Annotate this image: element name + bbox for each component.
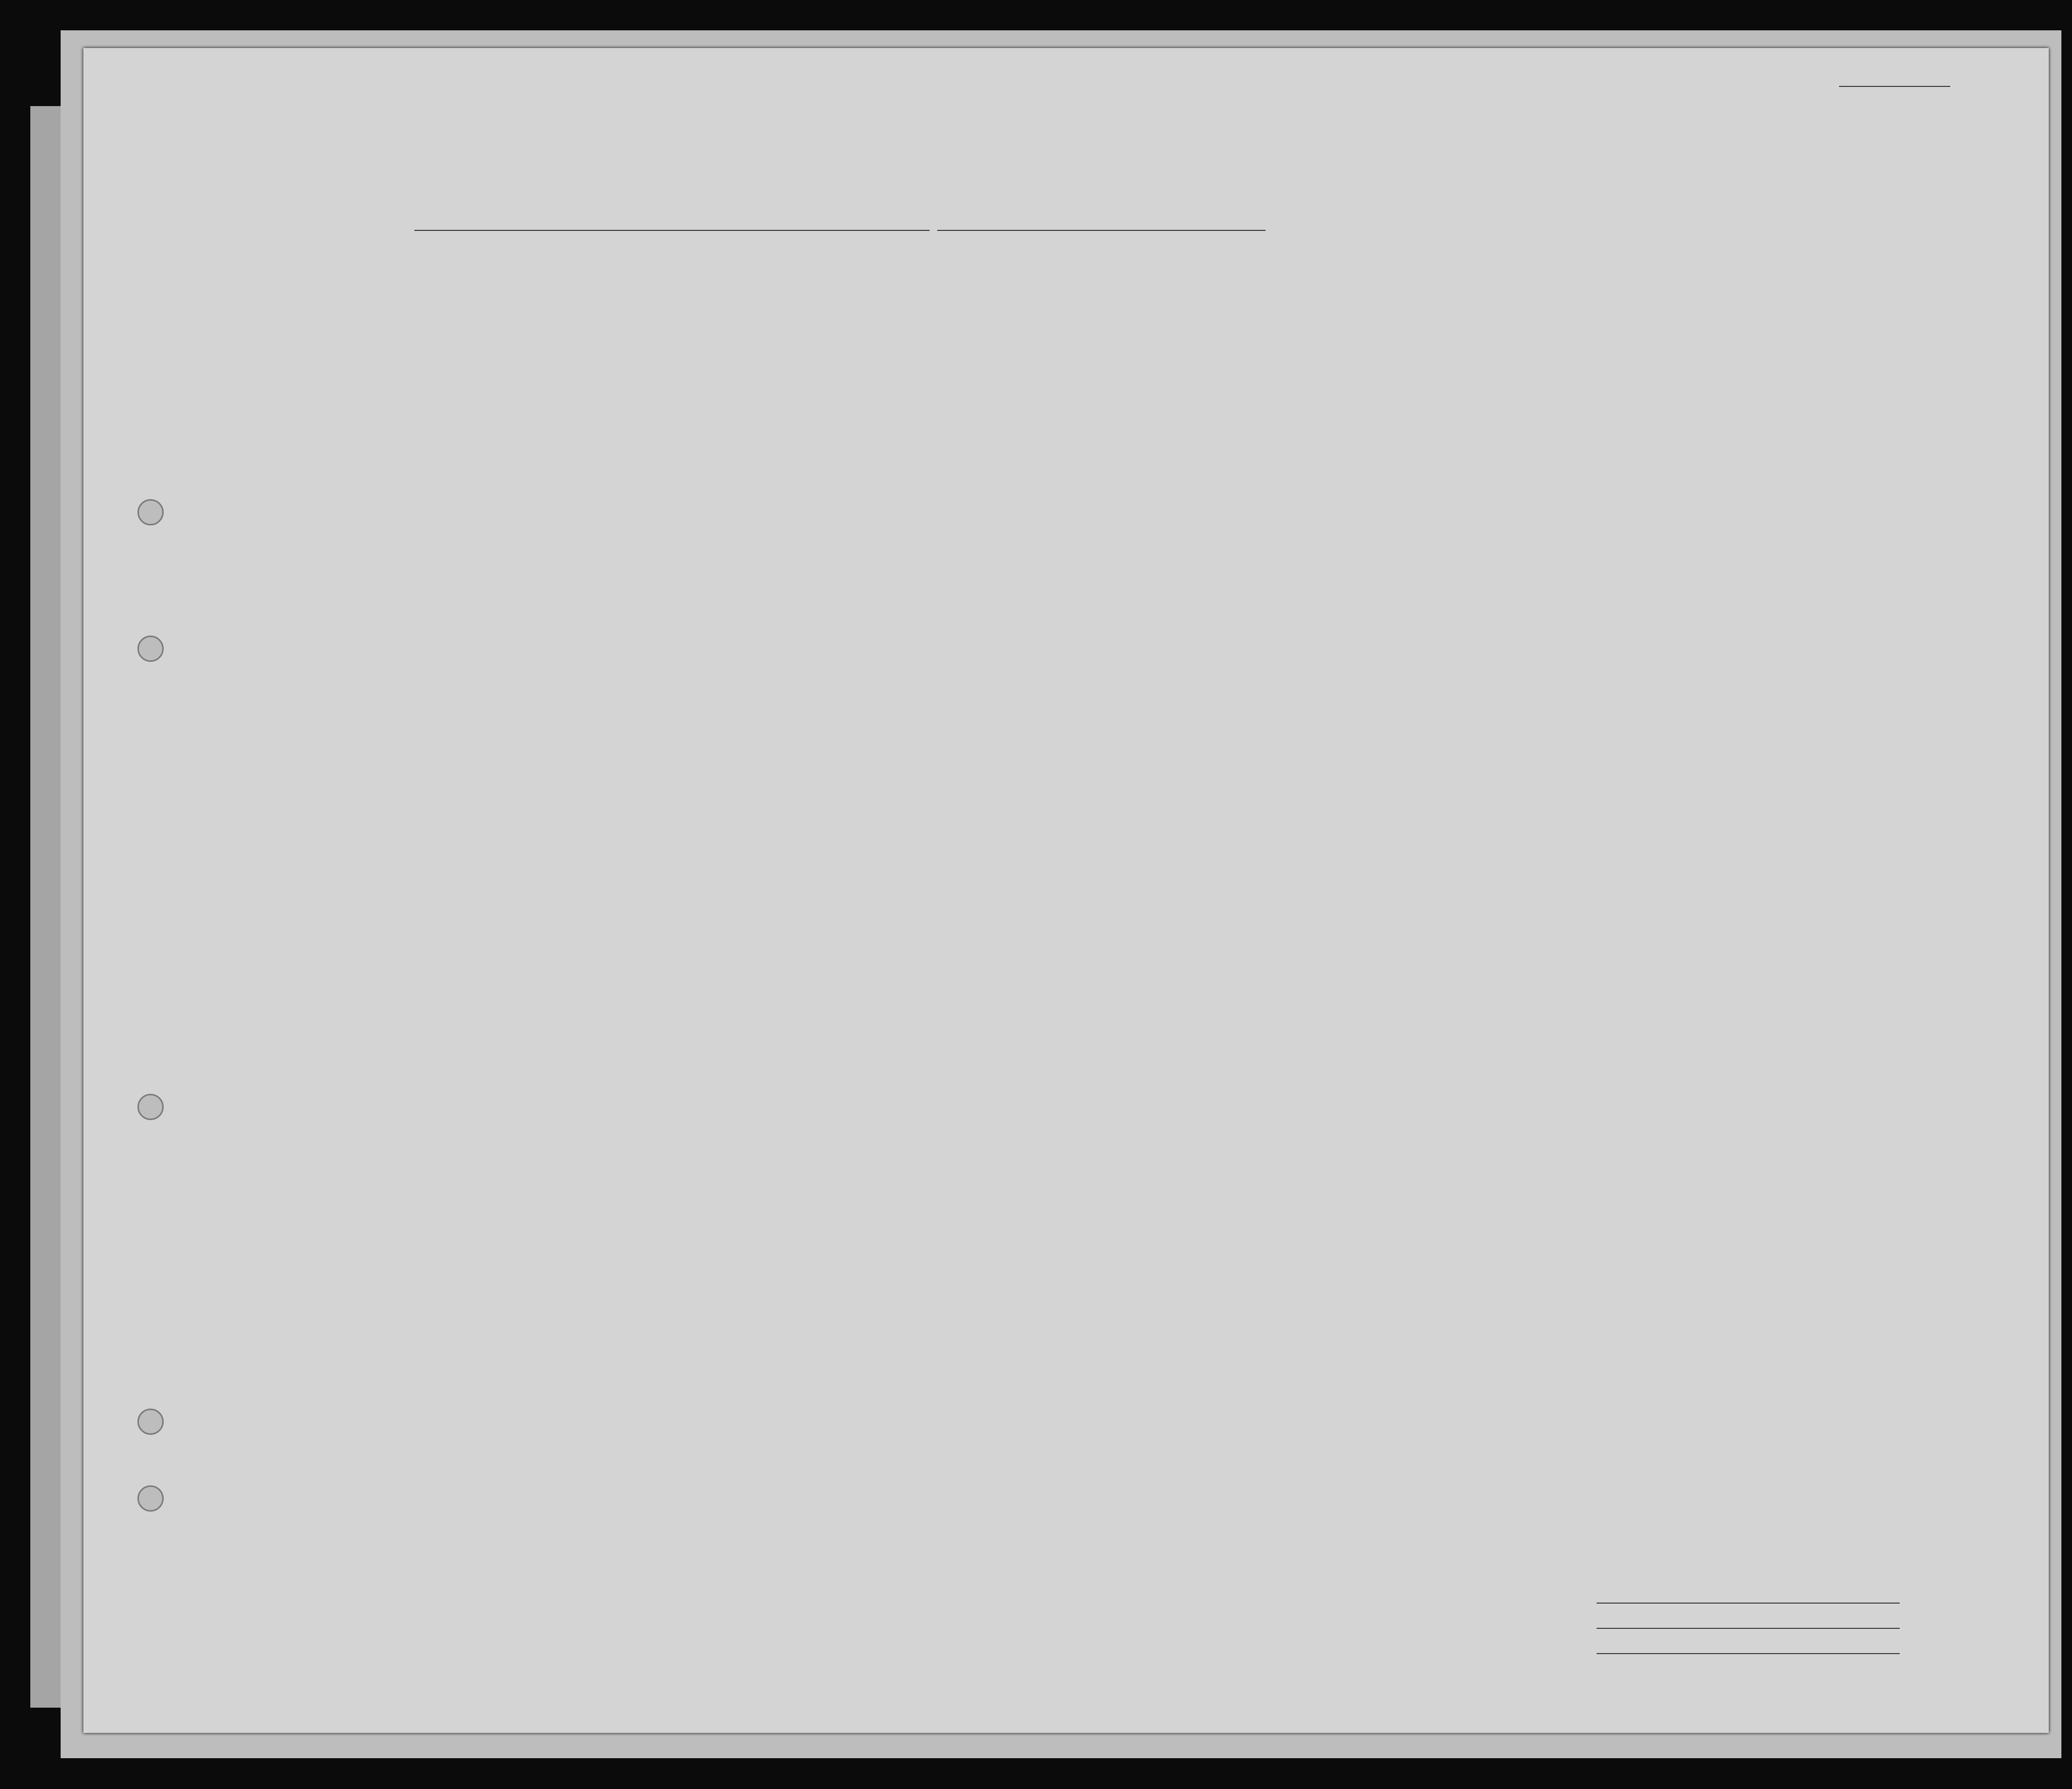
owners-underline <box>1597 1628 1900 1629</box>
manifest-sheet <box>83 48 2049 1733</box>
agents-underline <box>1597 1653 1900 1654</box>
binder-hole <box>137 1409 164 1435</box>
line-underline <box>1597 1603 1900 1604</box>
binder-hole <box>137 499 164 525</box>
port-underline <box>414 230 930 231</box>
list-underline <box>1839 86 1950 87</box>
binder-hole <box>137 636 164 662</box>
date-underline <box>937 230 1266 231</box>
binder-hole <box>137 1485 164 1512</box>
binder-hole <box>137 1094 164 1120</box>
